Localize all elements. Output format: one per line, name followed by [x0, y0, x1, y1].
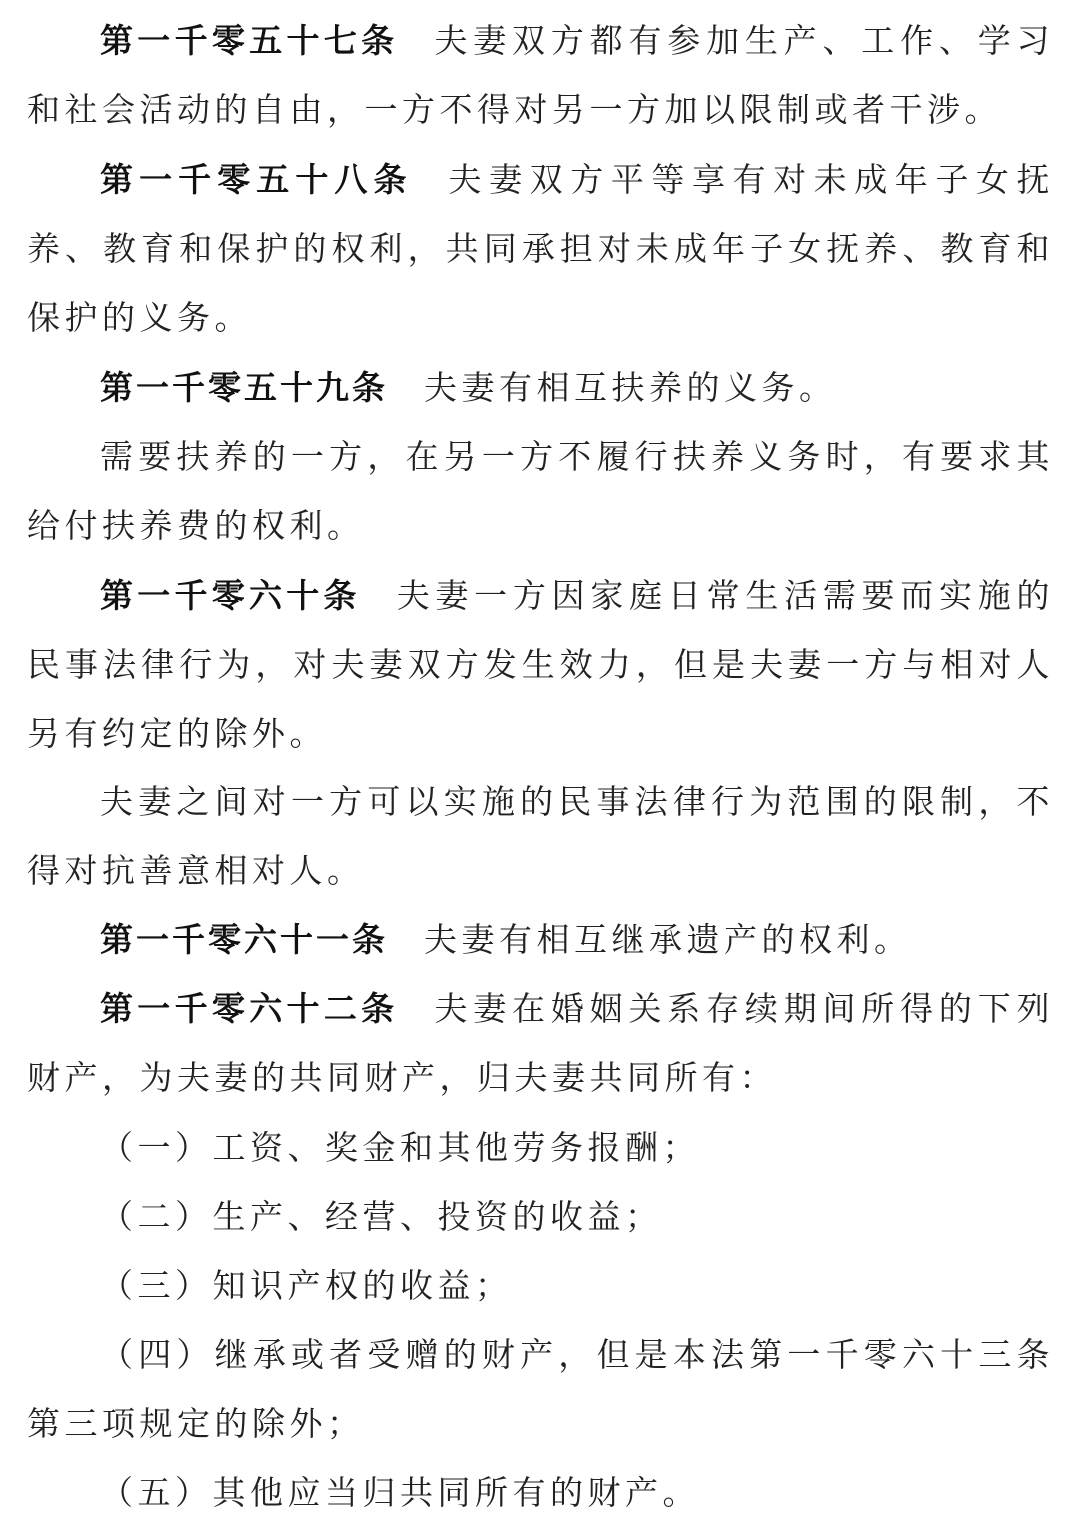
article-body: 需要扶养的一方，在另一方不履行扶养义务时，有要求其给付扶养费的权利。: [27, 437, 1054, 545]
article-1060-paragraph-2: [27, 767, 1054, 905]
article-body: 夫妻有相互继承遗产的权利。: [424, 920, 912, 959]
list-item-text: （四）继承或者受赠的财产，但是本法第一千零六十三条第三项规定的除外；: [27, 1335, 1054, 1443]
list-item: [27, 1458, 1054, 1527]
article-heading: 第一千零五十八条: [100, 160, 413, 199]
article-heading: 第一千零五十九条: [100, 368, 388, 407]
list-item: [27, 1113, 1054, 1182]
list-item: [27, 1320, 1054, 1458]
article-body: 夫妻之间对一方可以实施的民事法律行为范围的限制，不得对抗善意相对人。: [27, 782, 1054, 890]
list-item: [27, 1251, 1054, 1320]
list-item-text: （五）其他应当归共同所有的财产。: [100, 1473, 700, 1512]
article-1057: [27, 6, 1054, 144]
list-item-text: （二）生产、经营、投资的收益；: [100, 1197, 663, 1236]
article-body: 夫妻一方因家庭日常生活需要而实施的民事法律行为，对夫妻双方发生效力，但是夫妻一方与相对人另有约定的除外。: [27, 576, 1055, 753]
article-1062: [27, 974, 1054, 1112]
list-item: [27, 1182, 1054, 1251]
article-1060: [27, 561, 1054, 768]
article-1061: [27, 905, 1054, 974]
article-1059-paragraph-2: [27, 422, 1054, 560]
list-item-text: （一）工资、奖金和其他劳务报酬；: [100, 1128, 700, 1167]
article-body: 夫妻双方平等享有对未成年子女抚养、教育和保护的权利，共同承担对未成年子女抚养、教育和保护的义务。: [27, 160, 1055, 337]
list-item-text: （三）知识产权的收益；: [100, 1266, 513, 1305]
article-1059: [27, 353, 1054, 422]
article-heading: 第一千零五十七条: [100, 21, 399, 60]
article-body: 夫妻有相互扶养的义务。: [424, 368, 837, 407]
article-heading: 第一千零六十二条: [100, 989, 399, 1028]
article-1058: [27, 145, 1054, 352]
article-body: 夫妻双方都有参加生产、工作、学习和社会活动的自由，一方不得对另一方加以限制或者干涉。: [27, 21, 1055, 129]
article-heading: 第一千零六十条: [100, 576, 361, 615]
article-heading: 第一千零六十一条: [100, 920, 388, 959]
article-body: 夫妻在婚姻关系存续期间所得的下列财产，为夫妻的共同财产，归夫妻共同所有：: [27, 989, 1055, 1097]
